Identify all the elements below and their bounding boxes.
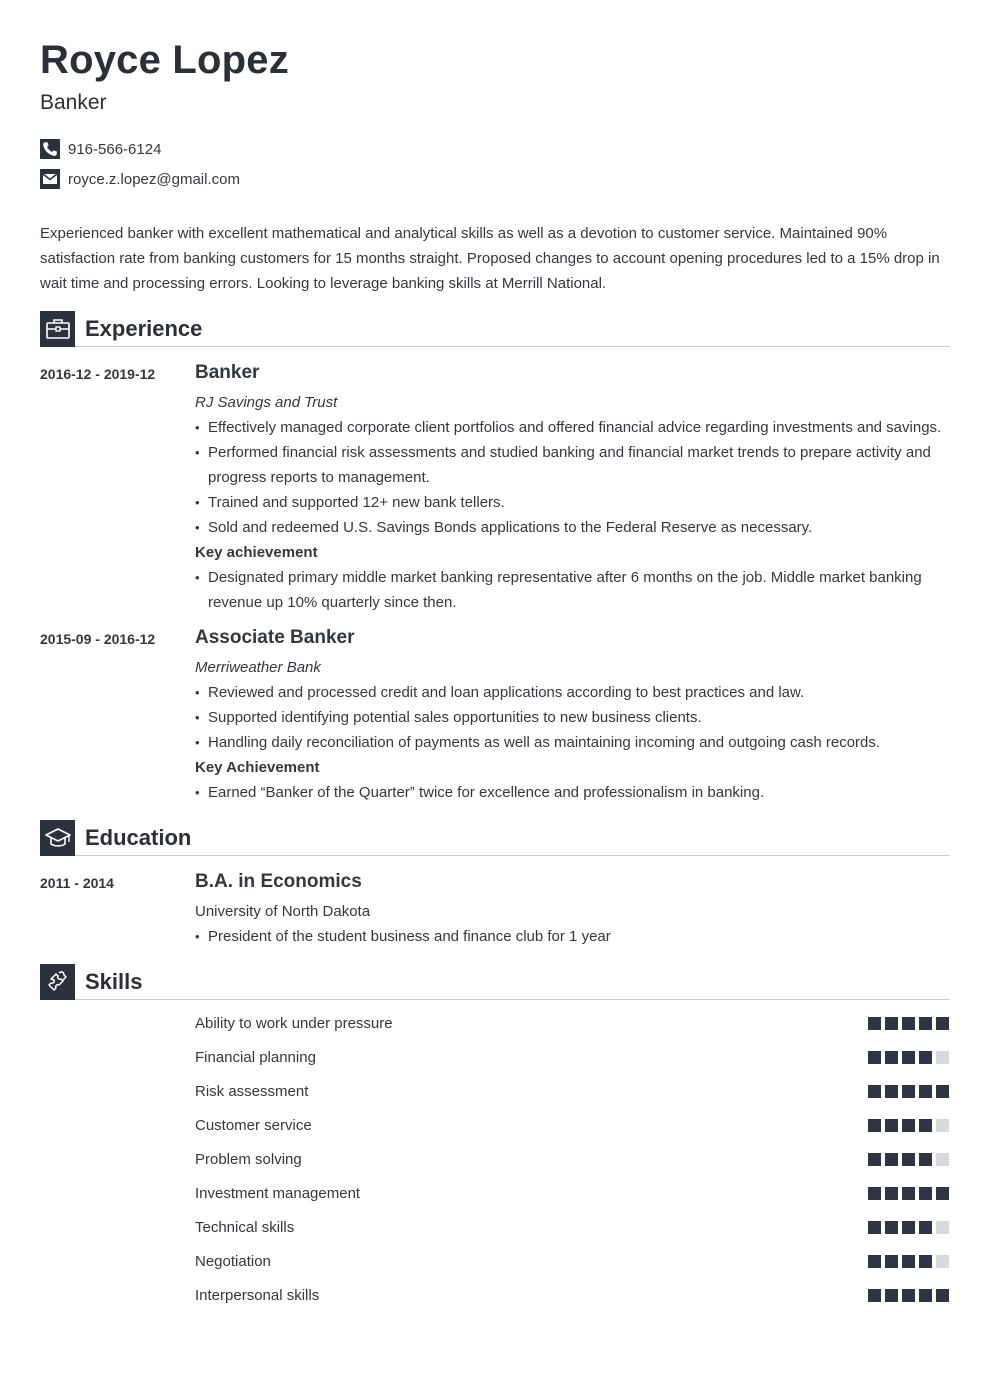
skill-level-filled-square — [919, 1255, 932, 1268]
skill-name: Interpersonal skills — [195, 1287, 320, 1304]
education-heading: Education — [85, 825, 192, 850]
key-achievement-bullets — [195, 565, 950, 615]
job-bullet: • Handling daily reconciliation of payments as well as maintaining incoming and outgoing cash records. — [195, 730, 950, 755]
skill-level-empty-square — [936, 1119, 949, 1132]
job-title: Banker — [195, 362, 260, 383]
education-section-header — [40, 820, 950, 856]
skill-name: Customer service — [195, 1117, 312, 1134]
skill-level-filled-square — [902, 1255, 915, 1268]
key-achievement-label: Key achievement — [195, 544, 318, 561]
skill-row — [195, 1252, 950, 1272]
skill-level-filled-square — [885, 1221, 898, 1234]
skill-level-filled-square — [885, 1153, 898, 1166]
skill-name: Ability to work under pressure — [195, 1015, 393, 1032]
skill-level-filled-square — [902, 1119, 915, 1132]
skill-level-filled-square — [885, 1187, 898, 1200]
skill-row — [195, 1116, 950, 1136]
skill-name: Investment management — [195, 1185, 361, 1202]
key-achievement-bullets — [195, 780, 950, 805]
skill-level-rating — [864, 1085, 949, 1098]
key-achievement-bullet: • Designated primary middle market banking representative after 6 months on the job. Middle market banking revenue up 10% quarterly since then. — [195, 565, 950, 615]
skill-level-filled-square — [902, 1153, 915, 1166]
skill-level-filled-square — [919, 1221, 932, 1234]
job-bullets — [195, 680, 950, 755]
job-bullet: • Performed financial risk assessments and studied banking and financial market trends to prepare activity and progress reports to management. — [195, 440, 950, 490]
skill-row — [195, 1286, 950, 1306]
skill-name: Problem solving — [195, 1151, 302, 1168]
skill-row — [195, 1184, 950, 1204]
key-achievement-label: Key Achievement — [195, 759, 320, 776]
skill-level-filled-square — [868, 1255, 881, 1268]
skill-level-filled-square — [868, 1289, 881, 1302]
skill-level-rating — [864, 1017, 949, 1030]
job-company: Merriweather Bank — [195, 659, 321, 676]
job-bullets — [195, 415, 950, 540]
job-company: RJ Savings and Trust — [195, 394, 338, 411]
skill-row — [195, 1014, 950, 1034]
profile-summary: Experienced banker with excellent mathematical and analytical skills as well as a devotion to customer service. Maintained 90% satisfaction rate from banking customers for 15 months straight. Proposed changes to account opening procedures led to a 15% drop in wait time and processing errors. Looking to leverage banking skills at Merrill National. — [40, 225, 940, 292]
skill-level-filled-square — [868, 1119, 881, 1132]
job-bullet: • Sold and redeemed U.S. Savings Bonds applications to the Federal Reserve as necessary. — [195, 515, 950, 540]
envelope-icon — [40, 169, 60, 189]
skill-level-filled-square — [919, 1051, 932, 1064]
experience-section-header — [40, 311, 950, 347]
skill-level-empty-square — [936, 1051, 949, 1064]
skill-level-filled-square — [936, 1085, 949, 1098]
skill-row — [195, 1048, 950, 1068]
job-bullet: • Trained and supported 12+ new bank tellers. — [195, 490, 950, 515]
skill-level-filled-square — [868, 1153, 881, 1166]
skill-level-filled-square — [868, 1085, 881, 1098]
skill-level-rating — [864, 1187, 949, 1200]
skill-level-filled-square — [885, 1051, 898, 1064]
skill-level-filled-square — [885, 1289, 898, 1302]
phone-number: 916-566-6124 — [68, 140, 162, 158]
skill-level-filled-square — [902, 1221, 915, 1234]
skill-level-filled-square — [936, 1187, 949, 1200]
skill-level-filled-square — [919, 1187, 932, 1200]
skill-name: Negotiation — [195, 1253, 271, 1270]
skill-level-filled-square — [919, 1017, 932, 1030]
skill-level-empty-square — [936, 1153, 949, 1166]
skill-row — [195, 1150, 950, 1170]
skill-level-filled-square — [868, 1017, 881, 1030]
skill-level-filled-square — [919, 1153, 932, 1166]
skill-level-rating — [864, 1119, 949, 1132]
skill-level-filled-square — [868, 1187, 881, 1200]
skill-level-rating — [864, 1153, 949, 1166]
skills-heading: Skills — [85, 969, 143, 994]
education-dates: 2011 - 2014 — [40, 875, 114, 891]
skill-name: Risk assessment — [195, 1083, 309, 1100]
skill-level-filled-square — [885, 1017, 898, 1030]
job-title: Associate Banker — [195, 627, 355, 648]
skill-level-rating — [864, 1051, 949, 1064]
skill-name: Technical skills — [195, 1219, 295, 1236]
skill-level-filled-square — [885, 1119, 898, 1132]
contact-email — [40, 169, 240, 189]
skill-name: Financial planning — [195, 1049, 316, 1066]
skill-row — [195, 1082, 950, 1102]
skill-level-empty-square — [936, 1221, 949, 1234]
candidate-title: Banker — [40, 91, 107, 114]
education-bullets — [195, 924, 950, 949]
skill-level-filled-square — [919, 1289, 932, 1302]
phone-icon — [40, 139, 60, 159]
job-bullet: • Effectively managed corporate client portfolios and offered financial advice regarding investments and savings. — [195, 415, 950, 440]
skill-level-filled-square — [936, 1289, 949, 1302]
skill-level-filled-square — [885, 1255, 898, 1268]
skill-row — [195, 1218, 950, 1238]
skill-level-filled-square — [902, 1289, 915, 1302]
skill-level-filled-square — [902, 1017, 915, 1030]
skill-level-filled-square — [919, 1085, 932, 1098]
education-bullet: • President of the student business and finance club for 1 year — [195, 924, 950, 949]
skill-level-filled-square — [936, 1017, 949, 1030]
skills-section-header — [40, 964, 950, 1000]
skill-level-filled-square — [868, 1051, 881, 1064]
skill-level-filled-square — [902, 1187, 915, 1200]
skill-level-filled-square — [902, 1051, 915, 1064]
job-dates: 2015-09 - 2016-12 — [40, 631, 156, 647]
job-dates: 2016-12 - 2019-12 — [40, 366, 156, 382]
contact-phone — [40, 139, 161, 159]
skill-level-rating — [864, 1221, 949, 1234]
degree-title: B.A. in Economics — [195, 871, 362, 892]
skill-level-filled-square — [902, 1085, 915, 1098]
job-bullet: • Reviewed and processed credit and loan applications according to best practices and law. — [195, 680, 950, 705]
puzzle-piece-icon — [40, 964, 75, 1000]
briefcase-icon — [40, 311, 75, 347]
school-name: University of North Dakota — [195, 903, 371, 920]
skill-level-filled-square — [885, 1085, 898, 1098]
job-bullet: • Supported identifying potential sales opportunities to new business clients. — [195, 705, 950, 730]
skill-level-filled-square — [919, 1119, 932, 1132]
skill-level-rating — [864, 1289, 949, 1302]
experience-heading: Experience — [85, 316, 203, 341]
candidate-name: Royce Lopez — [40, 38, 289, 82]
graduation-cap-icon — [40, 820, 75, 856]
key-achievement-bullet: • Earned “Banker of the Quarter” twice for excellence and professionalism in banking. — [195, 780, 950, 805]
skill-level-filled-square — [868, 1221, 881, 1234]
skill-level-empty-square — [936, 1255, 949, 1268]
email-address: royce.z.lopez@gmail.com — [68, 170, 240, 188]
skill-level-rating — [864, 1255, 949, 1268]
